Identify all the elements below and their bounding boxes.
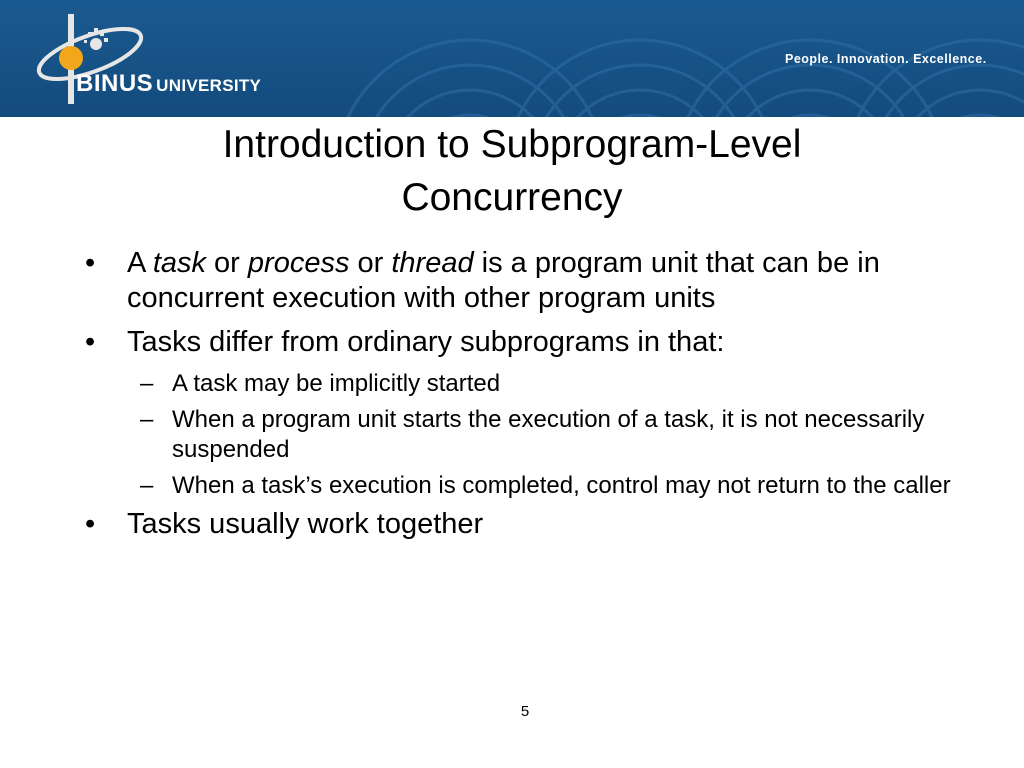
bullet-marker: • [85,326,96,358]
slide-title-line-2: Concurrency [401,176,623,219]
bullet-work-together [85,507,995,542]
bullet-marker: • [85,508,96,540]
text-run-italic: process [247,247,350,279]
sub-bullet-text: When a task’s execution is completed, control may not return to the caller [172,472,951,499]
logo-university-text: UNIVERSITY [156,76,262,95]
bullet-task-definition [85,246,995,316]
bullet-text: Tasks differ from ordinary subprograms in that: [127,326,725,358]
slide-title [0,118,1024,224]
text-run: or [206,247,248,279]
sub-bullet-implicitly-started [85,369,995,399]
bullet-tasks-differ [85,325,995,360]
sub-bullet-text: When a program unit starts the execution of a task, it is not necessarily suspended [172,406,925,463]
header-band [0,0,1024,117]
text-run-italic: thread [391,247,474,279]
dash-marker: – [140,370,154,397]
sub-bullet-text: A task may be implicitly started [172,370,501,397]
dash-marker: – [140,406,154,433]
logo-binus-text: BINUS [76,70,154,97]
sub-bullet-not-suspended [85,405,995,465]
slide-body [85,246,995,551]
dash-marker: – [140,472,154,499]
logo-wordmark [76,70,261,98]
tagline: People. Innovation. Excellence. [785,52,987,66]
text-run: A [127,247,153,279]
sub-bullet-control-return [85,471,995,501]
text-run-italic: task [152,247,206,279]
page-number: 5 [520,703,530,720]
bullet-marker: • [85,247,96,279]
text-run: is a program unit that can be in concurrent execution with other program units [127,247,880,314]
text-run: or [349,247,392,279]
slide-title-line-1: Introduction to Subprogram-Level [222,123,802,166]
bullet-text: Tasks usually work together [127,508,484,540]
